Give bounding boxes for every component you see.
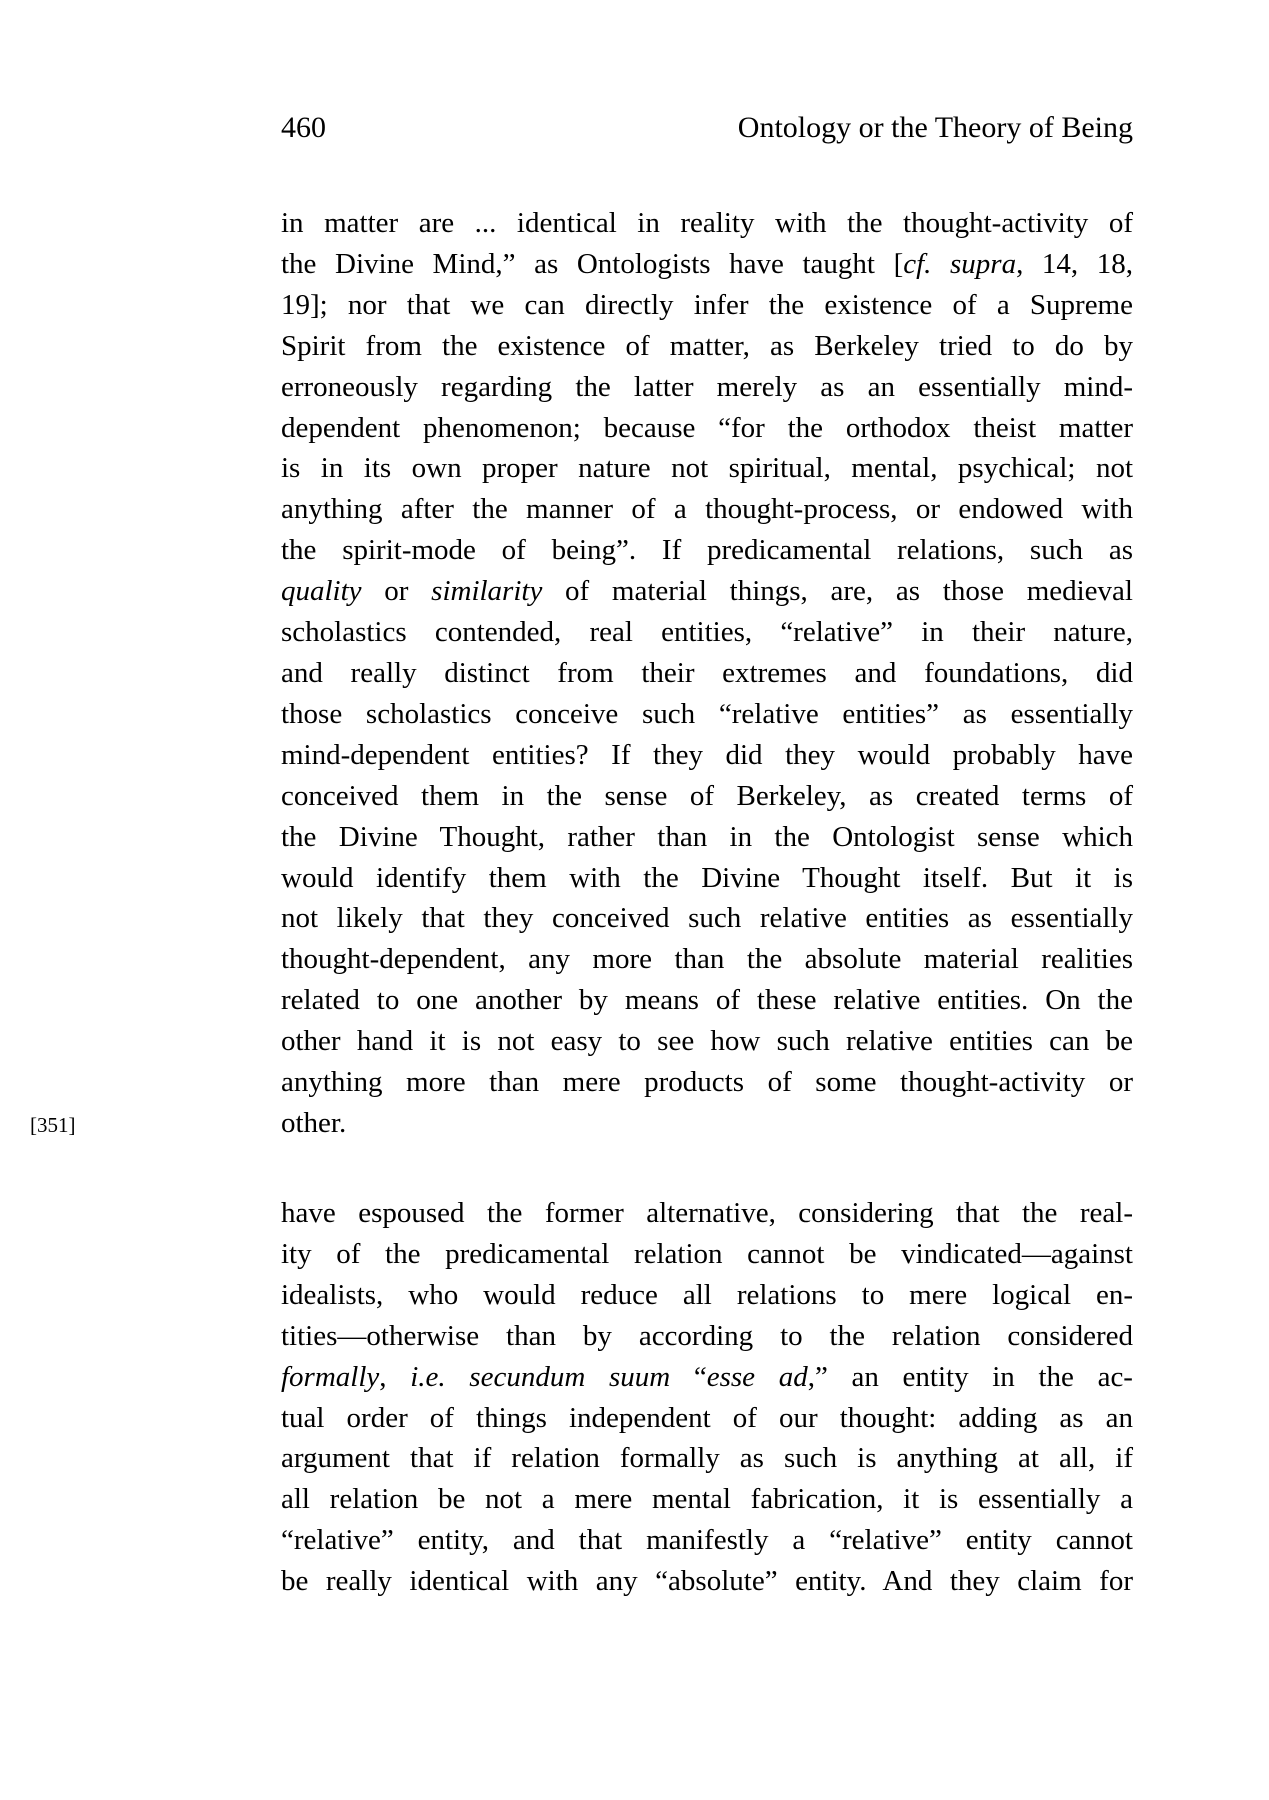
text-line: erroneously regarding the latter merely as an essentially mind- [281,370,1133,403]
margin-reference: [351] [30,1113,76,1137]
text-line: in matter are ... identical in reality with the thought-activity of [281,207,1133,239]
text-line: other hand it is not easy to see how such relative entities can be [281,1025,1133,1058]
text-line: the Divine Thought, rather than in the Ontologist sense which [281,820,1133,853]
page-number: 460 [281,111,326,144]
text-line: thought-dependent, any more than the absolute material realities [281,943,1133,976]
text-line: ity of the predicamental relation cannot be vindicated—against [281,1237,1133,1270]
running-title: Ontology or the Theory of Being [737,111,1133,144]
text-line: not likely that they conceived such relative entities as essentially [281,902,1133,935]
text-line: the Divine Mind,” as Ontologists have taught [cf. supra, 14, 18, [281,247,1134,280]
text-line: conceived them in the sense of Berkeley, as created terms of [281,779,1133,812]
text-line: quality or similarity of material things, are, as those medieval [281,575,1133,608]
text-line: and really distinct from their extremes and foundations, did [281,656,1133,689]
paragraph-1 [281,203,1133,1144]
text-line: dependent phenomenon; because “for the orthodox theist matter [281,411,1133,444]
text-line: idealists, who would reduce all relations to mere logical en- [281,1278,1133,1311]
text-line: all relation be not a mere mental fabrication, it is essentially a [281,1483,1133,1516]
text-line: have espoused the former alternative, considering that the real- [281,1197,1133,1229]
text-line: the spirit-mode of being”. If predicamental relations, such as [281,534,1133,567]
text-line: those scholastics conceive such “relative entities” as essentially [281,697,1133,730]
text-line: 19]; nor that we can directly infer the existence of a Supreme [281,288,1133,321]
italic-term: i.e. secundum suum [410,1360,671,1393]
text-line: would identify them with the Divine Thought itself. But it is [281,861,1133,894]
text-line: scholastics contended, real entities, “relative” in their nature, [281,616,1133,649]
italic-term: quality [281,575,362,608]
text-line: formally, i.e. secundum suum “esse ad,” an entity in the ac- [281,1360,1133,1393]
text-line: anything more than mere products of some thought-activity or [281,1066,1133,1099]
italic-term: similarity [431,575,543,608]
text-line: tual order of things independent of our thought: adding as an [281,1401,1133,1434]
text-line: is in its own proper nature not spiritual, mental, psychical; not [281,452,1133,485]
italic-citation: cf. supra [903,247,1017,280]
italic-term: esse ad [706,1360,808,1393]
text-line: be really identical with any “absolute” entity. And they claim for [281,1565,1133,1598]
text-line: mind-dependent entities? If they did they would probably have [281,738,1133,771]
paragraph-2 [281,1193,1133,1602]
text-line: anything after the manner of a thought-process, or endowed with [281,493,1133,526]
text-line: other. [281,1106,347,1139]
text-line: argument that if relation formally as such is anything at all, if [281,1442,1133,1475]
italic-term: formally [281,1360,380,1393]
text-line: tities—otherwise than by according to the relation considered [281,1319,1133,1352]
text-line: Spirit from the existence of matter, as Berkeley tried to do by [281,329,1133,362]
text-line: related to one another by means of these relative entities. On the [281,984,1133,1017]
text-line: “relative” entity, and that manifestly a “relative” entity cannot [281,1524,1133,1557]
